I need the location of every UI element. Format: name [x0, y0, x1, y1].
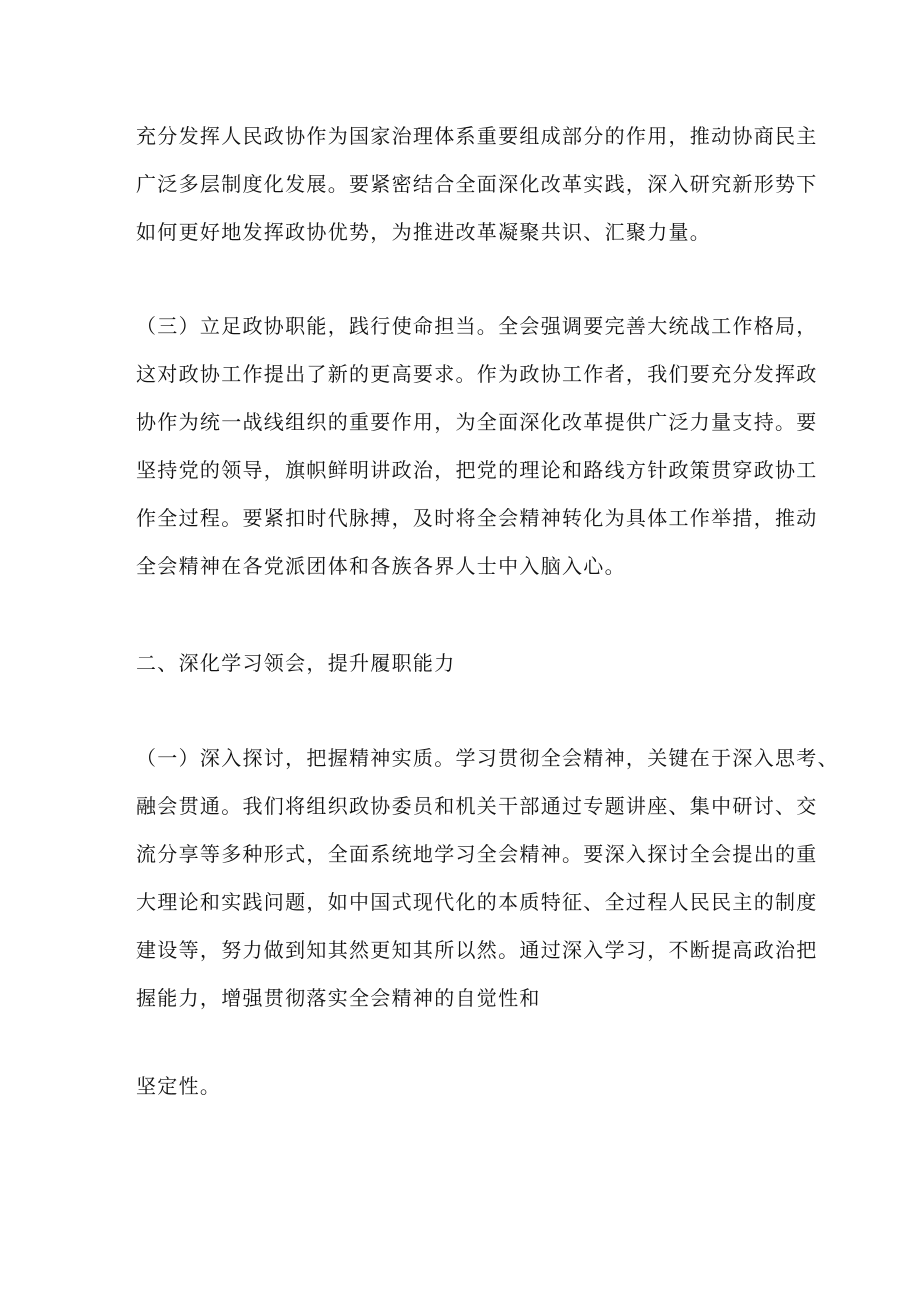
text-line: 全会精神在各党派团体和各族各界人士中入脑入心。	[136, 554, 626, 578]
text-line: 作全过程。要紧扣时代脉搏，及时将全会精神转化为具体工作举措，推动	[136, 506, 818, 530]
text-line: 融会贯通。我们将组织政协委员和机关干部通过专题讲座、集中研讨、交	[136, 794, 818, 818]
text-line: （一）深入探讨，把握精神实质。学习贯彻全会精神，关键在于深入思考、	[136, 746, 839, 770]
section-heading	[136, 639, 796, 687]
text-line: 流分享等多种形式，全面系统地学习全会精神。要深入探讨全会提出的重	[136, 842, 818, 866]
paragraph-political-consultation	[136, 112, 818, 256]
text-line: 坚定性。	[136, 1074, 222, 1098]
paragraph-section-three	[136, 302, 818, 590]
paragraph-subsection-one	[136, 734, 839, 1022]
text-line: 建设等，努力做到知其然更知其所以然。通过深入学习，不断提高政治把	[136, 938, 818, 962]
heading-text: 二、深化学习领会，提升履职能力	[136, 651, 456, 675]
paragraph-continuation	[136, 1062, 796, 1110]
text-line: 大理论和实践问题，如中国式现代化的本质特征、全过程人民民主的制度	[136, 890, 818, 914]
text-line: 握能力，增强贯彻落实全会精神的自觉性和	[136, 986, 541, 1010]
text-line: （三）立足政协职能，践行使命担当。全会强调要完善大统战工作格局，	[136, 314, 818, 338]
text-line: 广泛多层制度化发展。要紧密结合全面深化改革实践，深入研究新形势下	[136, 172, 818, 196]
text-line: 协作为统一战线组织的重要作用，为全面深化改革提供广泛力量支持。要	[136, 410, 818, 434]
text-line: 如何更好地发挥政协优势，为推进改革凝聚共识、汇聚力量。	[136, 220, 712, 244]
text-line: 坚持党的领导，旗帜鲜明讲政治，把党的理论和路线方针政策贯穿政协工	[136, 458, 818, 482]
text-line: 充分发挥人民政协作为国家治理体系重要组成部分的作用，推动协商民主	[136, 124, 818, 148]
text-line: 这对政协工作提出了新的更高要求。作为政协工作者，我们要充分发挥政	[136, 362, 818, 386]
